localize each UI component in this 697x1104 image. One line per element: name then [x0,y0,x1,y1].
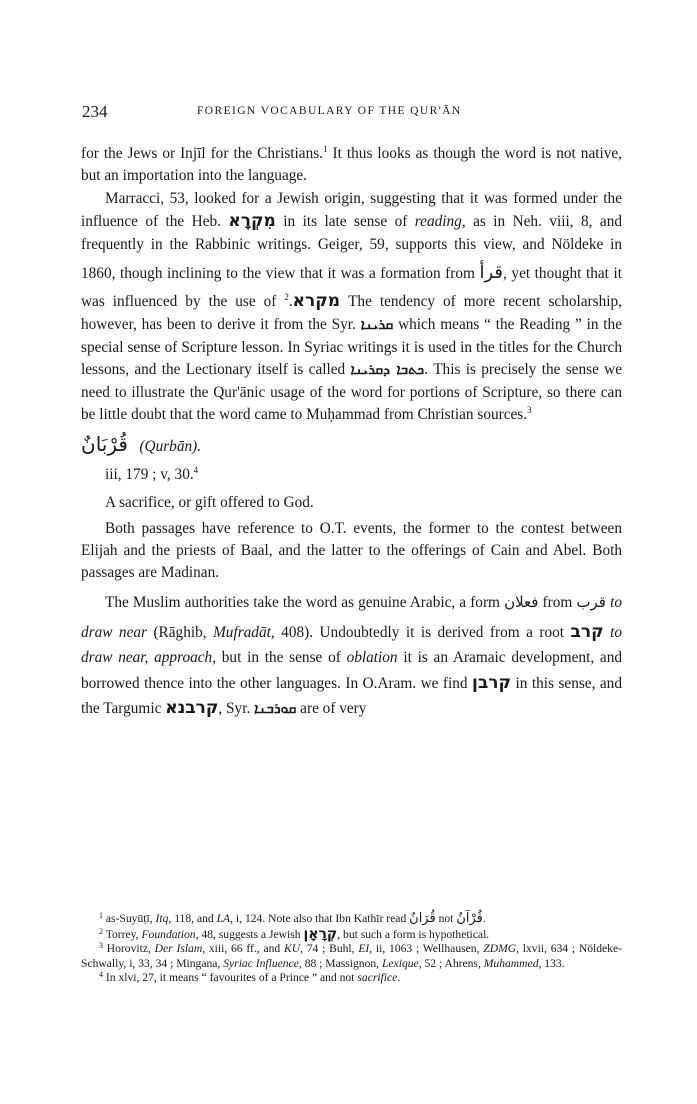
italic-title: Itq [155,912,169,925]
text-run: , i, 124. Note also that Ibn Kathīr read [230,912,410,925]
arabic-word: قرب [576,593,606,612]
text-run: in its late sense of [275,213,415,231]
footnote-number: 1 [99,911,103,920]
syriac-word: ܩܪܝܢܐ [360,316,394,333]
text-run: , but such a form is hypothetical. [337,927,490,941]
text-run: , 118, and [168,912,217,925]
text-run: Horovitz, [103,942,155,956]
text-run: . [397,971,401,985]
text-run: are of very [296,700,367,718]
entry-arabic-headword: قُرْبَانٌ [81,431,128,456]
footnote-2 [81,927,622,943]
italic-term: oblation [346,649,398,667]
text-run: , 88 ; Massignon, [298,956,382,970]
text-run: as-Suyūṭī, [103,912,156,925]
italic-title: ZDMG [483,942,517,956]
footnote-4 [81,971,622,986]
italic-title: Der Islam [154,942,203,956]
text-run: from [538,594,577,612]
text-run: , 408). Undoubtedly it is derived from a root [270,624,571,642]
text-run: The tendency of more recent scholarship, however, has been to derive it from the Syr. [81,293,622,333]
footnotes [81,912,622,986]
arabic-word: قُرَانٌ [409,911,436,926]
text-run: , 74 ; Buhl, [300,942,359,956]
text-run: for the Jews or Injīl for the Christians. [81,145,324,162]
arabic-word: قرأ [479,262,504,284]
syriac-phrase: ܟܬܒܐ ܕܩܪܝܢܐ [350,362,425,379]
text-run: iii, 179 ; v, 30. [105,465,194,483]
italic-title: KU [283,942,301,956]
text-run: , 48, suggests a Jewish [195,927,304,941]
italic-title: EI [358,942,370,956]
text-run: In xlvi, 27, it means “ favourites of a Prince ” and not [103,971,358,985]
footnote-number: 4 [99,970,103,980]
italic-term: to draw near [81,594,623,642]
running-head [82,102,622,122]
italic-title: LA [216,912,231,925]
footnote-ref-3: 3 [527,405,532,416]
hebrew-word: מִקְרָא [228,211,276,232]
text-run: which means “ the Reading ” in the special sense of Scripture lesson. In Syriac writings it is used in the titles for the Church lessons, and the Lectionary itself is called [81,315,622,379]
arabic-word: قُرْآنٌ [456,911,483,926]
paragraph-continuation [81,143,622,188]
text-run: The Muslim authorities take the word as genuine Arabic, a form [105,594,505,612]
text-run: , as in Neh. viii, 8, and frequently in the Rabbinic writings. Geiger, 59, supports this view, and Nöldeke in 1860, though inclining to the view that it was a formation from [81,213,622,283]
italic-title: Lexique [381,956,419,970]
footnote-number: 2 [99,926,103,936]
italic-term: to draw near, approach [81,624,622,667]
entry-transliteration: (Qurbān). [139,437,202,455]
entry-heading [81,427,622,464]
text-run: , Syr. [218,700,255,718]
text-run: (Rāghib, [146,624,214,642]
paragraph-passages: Both passages have reference to O.T. events, the former to the contest between Elijah and the priests of Baal, and the latter to the offerings of Cain and Abel. Both passages are Madinan. [81,519,622,582]
text-run: not [435,912,457,925]
entry-references [81,464,622,486]
text-run: , lxvii, 634 ; Nöldeke-Schwally, i, 33, 34 ; Mingana, [81,942,622,970]
paragraph-marracci [81,188,622,427]
text-run: Torrey, [103,927,142,941]
hebrew-word: קרבנא [165,698,219,719]
hebrew-word: מקרא [292,291,341,312]
text-run: , 52 ; Ahrens, [418,956,484,970]
text-run: . This is precisely the sense we need to illustrate the Qur'ānic usage of the word for portions of Scripture, so there can be little doubt that the word came to Muḥammad from Christian sources. [81,361,622,424]
italic-title: Syriac Influence [223,956,299,970]
footnote-ref-2: 2 [284,292,289,303]
text-run: Marracci, 53, looked for a Jewish origin, suggesting that it was formed under the influence of the Heb. [81,189,622,231]
text-run: . [482,912,486,925]
footnote-1 [81,912,622,927]
footnote-ref-4: 4 [193,464,199,475]
italic-title: Muhammed [483,956,539,970]
italic-title: Foundation [141,927,196,941]
footnote-ref-1: 1 [323,144,328,154]
running-title: FOREIGN VOCABULARY OF THE QUR'ĀN [197,105,462,117]
text-run: , xiii, 66 ff., and [202,942,284,956]
footnote-number: 3 [99,941,103,951]
syriac-word: ܩܘܪܒܢܐ [254,701,297,718]
italic-title: Mufradāt [213,624,271,642]
text-run: . [288,293,293,311]
text-run: it is an Aramaic development, and borrowed thence into the other languages. In O.Aram. we find [81,649,622,692]
text-run: in this sense, and the Targumic [81,674,622,718]
hebrew-word: קרבן [472,672,511,693]
body-text [81,143,622,722]
hebrew-word: קרב [570,622,604,643]
footnote-3 [81,942,622,971]
hebrew-word: קְרָאָן [303,925,338,942]
text-run: , 133. [538,956,565,970]
paragraph-etymology [81,584,622,721]
italic-term: reading [414,213,462,231]
arabic-word: فعلان [504,593,539,612]
italic-term: sacrifice [357,971,398,985]
text-run: It thus looks as though the word is not native, but an importation into the language. [81,145,622,185]
entry-definition: A sacrifice, or gift offered to God. [105,494,314,512]
text-run: , yet thought that it was influenced by the use of [81,265,622,311]
page-number: 234 [82,102,108,121]
text-run: , ii, 1063 ; Wellhausen, [369,942,484,956]
text-run: , but in the sense of [212,649,347,667]
